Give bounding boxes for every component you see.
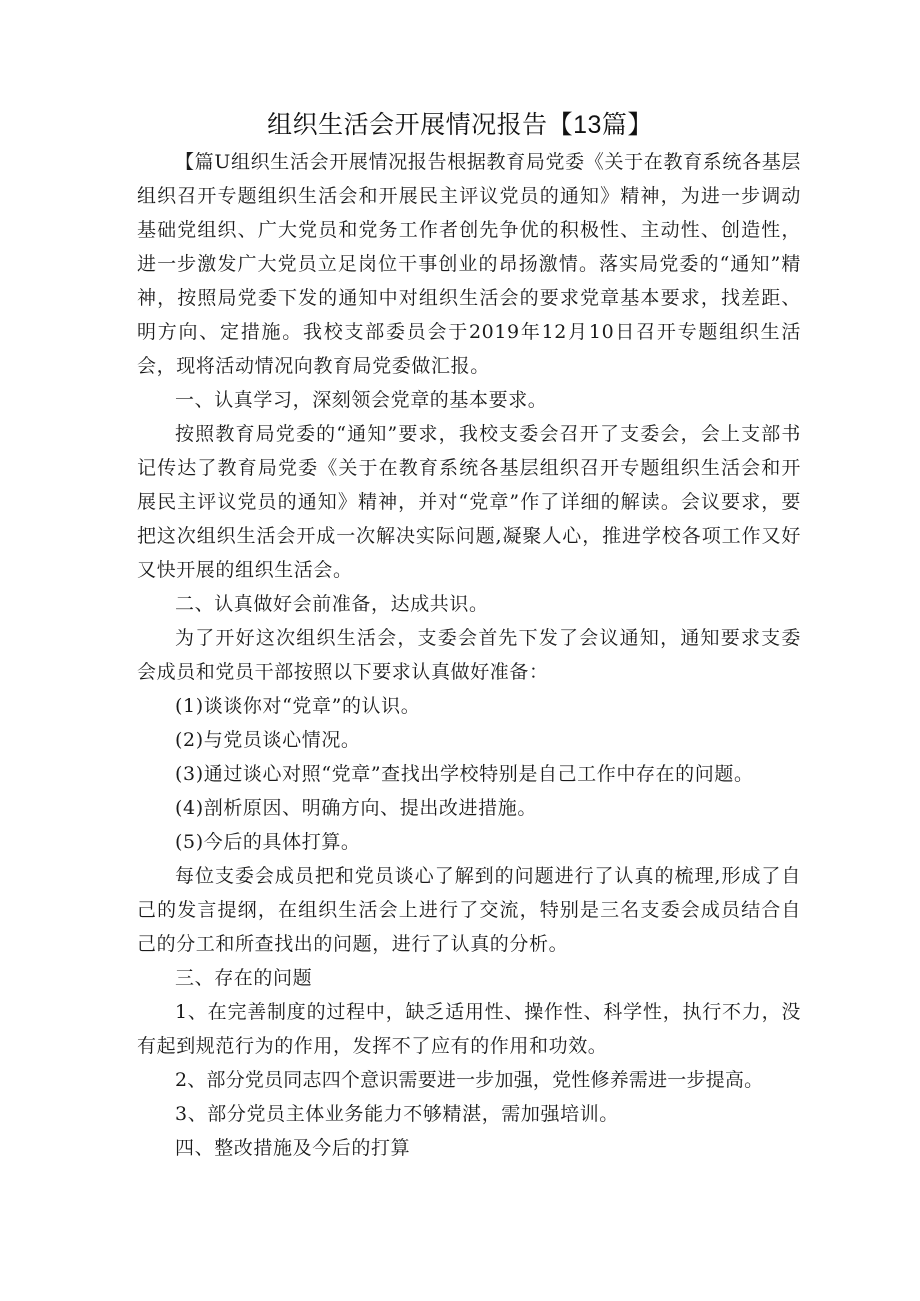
section-1-paragraph: 按照教育局党委的“通知”要求，我校支委会召开了支委会，会上支部书记传达了教育局党委《关于在教育系统各基层组织召开专题组织生活会和开展民主评议党员的通知》精神，并对“党章”作了详细的解读。会议要求，要把这次组织生活会开成一次解决实际问题,凝聚人心，推进学校各项工作又好又快开展的组织生活会。 <box>137 423 801 581</box>
document-title: 组织生活会开展情况报告【13篇】 <box>267 111 653 139</box>
list-item-2: (2)与党员谈心情况。 <box>175 729 361 751</box>
list-item-1: (1)谈谈你对“党章”的认识。 <box>175 695 421 717</box>
problem-item-1: 1、在完善制度的过程中，缺乏适用性、操作性、科学性，执行不力，没有起到规范行为的作用，发挥不了应有的作用和功效。 <box>137 1001 801 1057</box>
section-heading-1: 一、认真学习，深刻领会党章的基本要求。 <box>175 389 548 411</box>
section-heading-4: 四、整改措施及今后的打算 <box>175 1137 411 1159</box>
list-item-4: (4)剖析原因、明确方向、提出改进措施。 <box>175 797 537 819</box>
problem-item-2: 2、部分党员同志四个意识需要进一步加强，党性修养需进一步提高。 <box>175 1069 764 1091</box>
section-2-summary-paragraph: 每位支委会成员把和党员谈心了解到的问题进行了认真的梳理,形成了自己的发言提纲，在组织生活会上进行了交流，特别是三名支委会成员结合自己的分工和所查找出的问题，进行了认真的分析。 <box>137 865 801 955</box>
problem-item-3: 3、部分党员主体业务能力不够精湛，需加强培训。 <box>175 1103 619 1125</box>
list-item-5: (5)今后的具体打算。 <box>175 831 361 853</box>
section-heading-3: 三、存在的问题 <box>175 967 313 989</box>
document-body <box>137 145 801 1165</box>
list-item-3: (3)通过谈心对照“党章”查找出学校特别是自己工作中存在的问题。 <box>175 763 754 785</box>
section-2-paragraph: 为了开好这次组织生活会，支委会首先下发了会议通知，通知要求支委会成员和党员干部按照以下要求认真做好准备： <box>137 627 801 683</box>
intro-paragraph: 【篇U组织生活会开展情况报告根据教育局党委《关于在教育系统各基层组织召开专题组织生活会和开展民主评议党员的通知》精神，为进一步调动基础党组织、广大党员和党务工作者创先争优的积极性、主动性、创造性，进一步激发广大党员立足岗位干事创业的昂扬激情。落实局党委的“通知”精神，按照局党委下发的通知中对组织生活会的要求党章基本要求，找差距、明方向、定措施。我校支部委员会于2019年12月10日召开专题组织生活会，现将活动情况向教育局党委做汇报。 <box>137 151 801 377</box>
section-heading-2: 二、认真做好会前准备，达成共识。 <box>175 593 489 615</box>
